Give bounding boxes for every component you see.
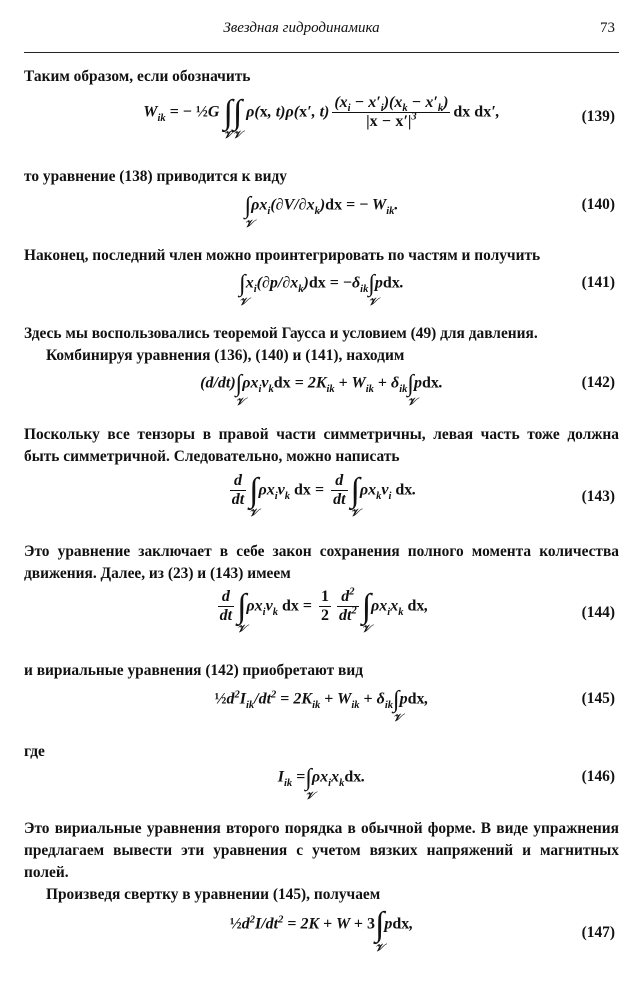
equation-number-144: (144): [581, 604, 615, 621]
equation-143-body: $\frac{d}{dt}$ ∫ 𝒱 $\rho x_iv_k$ dx = $\frac{d}{dt}$ ∫ 𝒱 $\rho x_kv_i$ dx.: [231, 471, 417, 520]
paragraph-10: Произведя свертку в уравнении (145), получаем: [46, 886, 381, 903]
equation-number-145: (145): [581, 690, 615, 707]
equation-142: [24, 368, 619, 410]
equation-140-body: ∫ 𝒱 $\rho x_i(\partial V/\partial x_k)dx$ = − $W_{ik}$.: [244, 193, 399, 230]
paragraph-4a: Здесь мы воспользовались теоремой Гаусса и условием (49) для давления.: [24, 325, 538, 342]
equation-147-body: $\frac{1}{2}d^2I/dt^2 = 2K + W + 3$ ∫ 𝒱 pdx,: [229, 906, 414, 954]
equation-141: [24, 268, 619, 308]
equation-number-142: (142): [581, 374, 615, 391]
running-title: Звездная гидродинамика: [223, 20, 380, 36]
equation-number-147: (147): [581, 924, 615, 941]
equation-145-body: $\frac{1}{2}d^2I_{ik}/dt^2 = 2K_{ik} + W_{ik} + \delta_{ik}$ ∫ 𝒱 pdx,: [214, 687, 429, 724]
page-number: 73: [600, 20, 615, 36]
equation-139: [24, 92, 619, 148]
equation-145: [24, 684, 619, 728]
equation-number-140: (140): [581, 196, 615, 213]
equation-143: [24, 470, 619, 528]
equation-141-body: ∫ 𝒱 $x_i(\partial p/\partial x_k)dx = -\delta_{ik}$ ∫ 𝒱 pdx.: [239, 271, 404, 308]
paragraph-4b: Комбинируя уравнения (136), (140) и (141), находим: [46, 347, 405, 364]
equation-144-body: $\frac{d}{dt}$ ∫ 𝒱 $\rho x_iv_k$ dx = $\frac{1}{2}$ $\frac{d^2}{dt^2}$ ∫ 𝒱 $\rho x_ix_k$ dx,: [219, 586, 429, 636]
equation-142-body: (d/dt) ∫ 𝒱 $\rho x_iv_kdx = 2K_{ik} + W_{ik} + \delta_{ik}$ ∫ 𝒱 pdx.: [200, 371, 443, 408]
equation-146-body: $I_{ik}$ = ∫ 𝒱 $\rho x_ix_kdx$.: [277, 765, 366, 802]
equation-140: [24, 190, 619, 230]
running-header: [24, 20, 619, 42]
paragraph-7: и вириальные уравнения (142) приобретают вид: [24, 662, 363, 679]
paragraph-5: Поскольку все тензоры в правой части симметричны, левая часть тоже должна быть симметричной. Следовательно, можно написать: [24, 426, 619, 465]
equation-number-143: (143): [581, 488, 615, 505]
paragraph-6: Это уравнение заключает в себе закон сохранения полного момента количества движения. Далее, из (23) и (143) имеем: [24, 543, 619, 582]
paragraph-1: Таким образом, если обозначить: [24, 68, 251, 85]
equation-139-body: $W_{ik}$ = − ½G ∫ 𝒱 ∫ 𝒱 ρ(x, t)ρ(x′, t) $\frac{(x_i - x'_i)(x_k - x'_k)}{|x - x'|^3}$ dx dx′,: [143, 93, 500, 142]
equation-number-146: (146): [581, 768, 615, 785]
header-rule: [24, 52, 619, 53]
equation-146: [24, 762, 619, 806]
paragraph-3: Наконец, последний член можно проинтегрировать по частям и получить: [24, 247, 541, 264]
equation-number-139: (139): [581, 108, 615, 125]
equation-144: [24, 586, 619, 648]
paragraph-9: Это вириальные уравнения второго порядка в обычной форме. В виде упражнения предлагаем вывести эти уравнения с учетом вязких напряжений и магнитных полей.: [24, 820, 619, 881]
paragraph-2: то уравнение (138) приводится к виду: [24, 168, 287, 185]
paragraph-8: где: [24, 743, 45, 760]
equation-number-141: (141): [581, 274, 615, 291]
equation-147: [24, 906, 619, 968]
